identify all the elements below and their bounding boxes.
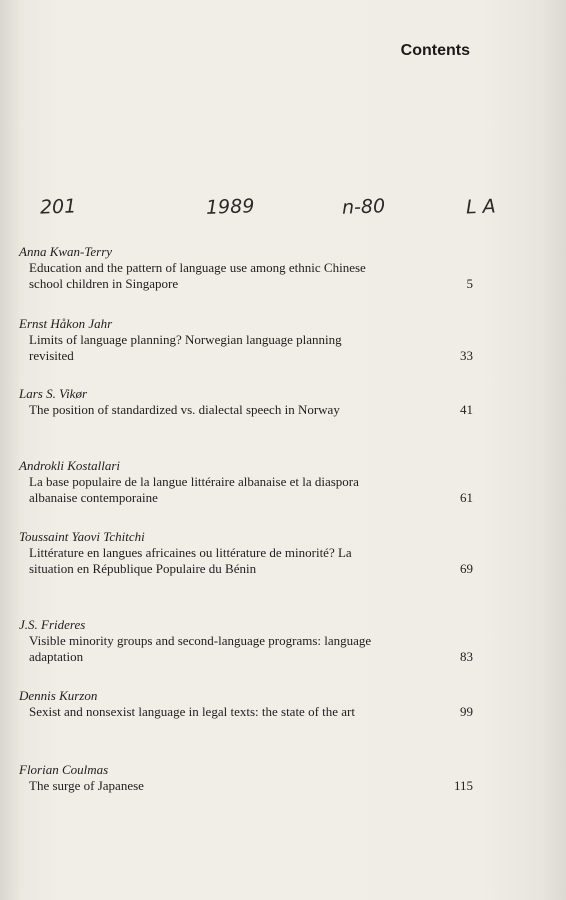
entry-page-number: 83	[460, 649, 473, 664]
entry-author: Dennis Kurzon	[19, 688, 98, 703]
entry-title: Education and the pattern of language use among ethnic Chinese school children in Singapore	[29, 260, 366, 291]
entry-author: Ernst Håkon Jahr	[19, 316, 113, 331]
entry-author: Lars S. Vikør	[19, 386, 88, 401]
entry-title: The surge of Japanese	[29, 778, 144, 793]
entry-page-number: 5	[466, 276, 473, 291]
entry-page-number: 61	[460, 490, 473, 505]
entry-title: Sexist and nonsexist language in legal texts: the state of the art	[29, 704, 356, 719]
handwritten-note: 1989	[205, 195, 255, 219]
toc-entry	[19, 316, 479, 364]
handwritten-note: 201	[39, 195, 77, 219]
entry-page-number: 115	[453, 778, 473, 793]
entry-page-number: 33	[460, 348, 473, 363]
entry-author: Anna Kwan-Terry	[19, 244, 113, 259]
entry-title: La base populaire de la langue littéraire albanaise et la diaspora albanaise contemporaine	[29, 474, 359, 505]
handwritten-note: L A	[465, 195, 496, 219]
entry-author: J.S. Frideres	[19, 617, 86, 632]
toc-entry	[19, 529, 479, 577]
entry-title: The position of standardized vs. dialectal speech in Norway	[29, 402, 340, 417]
entry-author: Androkli Kostallari	[19, 458, 120, 473]
entry-page-number: 99	[460, 704, 473, 719]
entry-title: Visible minority groups and second-language programs: language adaptation	[29, 633, 372, 664]
entry-title: Limits of language planning? Norwegian language planning revisited	[29, 332, 342, 363]
toc-entry	[19, 617, 479, 665]
entry-page-number: 41	[460, 402, 473, 417]
entry-author: Toussaint Yaovi Tchitchi	[19, 529, 145, 544]
toc-entry	[19, 458, 479, 506]
entry-author: Florian Coulmas	[19, 762, 109, 777]
toc-entry	[19, 762, 479, 794]
entry-page-number: 69	[460, 561, 473, 576]
toc-entry	[19, 386, 479, 418]
entry-title: Littérature en langues africaines ou littérature de minorité? La situation en République Populaire du Bénin	[29, 545, 352, 576]
toc-entry	[19, 688, 479, 720]
handwritten-note: n-80	[341, 195, 386, 219]
page-title: Contents	[400, 42, 470, 59]
toc-entry	[19, 244, 479, 292]
